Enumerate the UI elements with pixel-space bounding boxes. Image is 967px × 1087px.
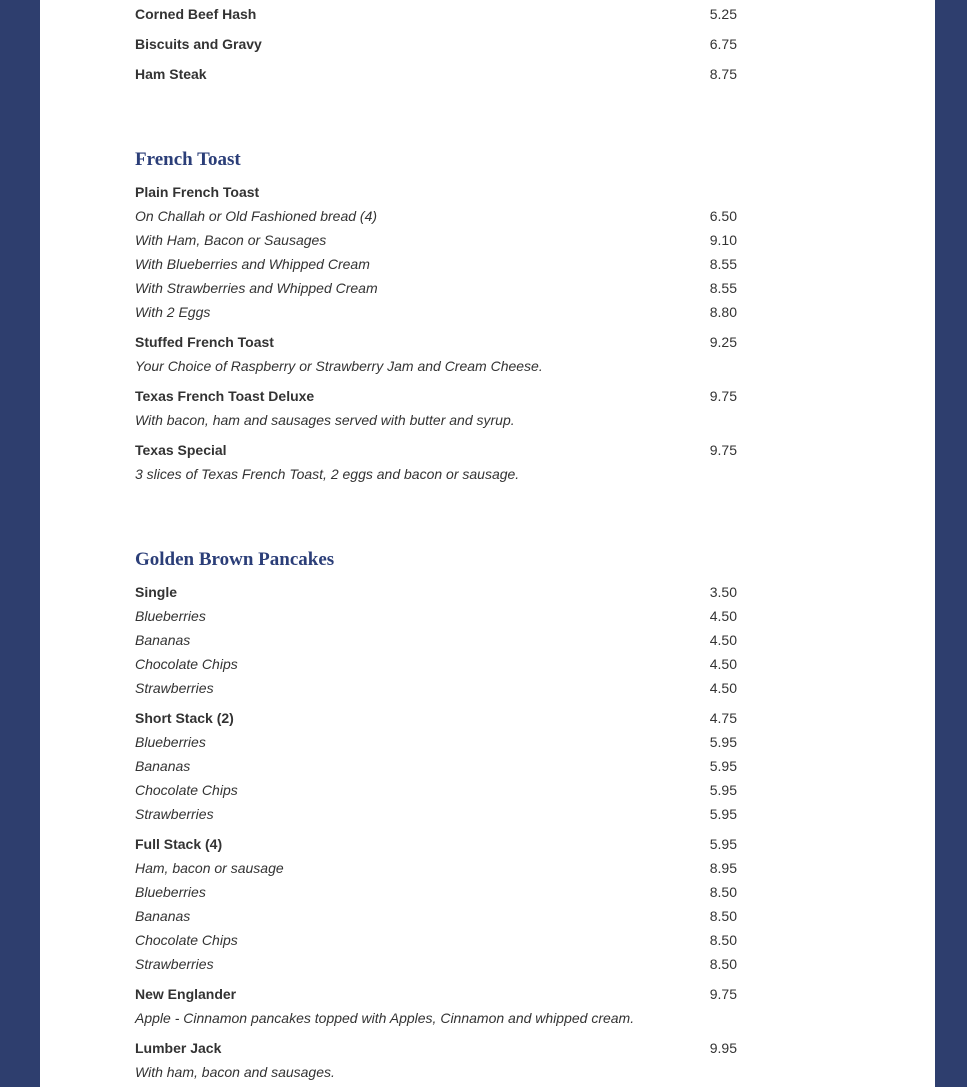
- section-title: Golden Brown Pancakes: [135, 549, 335, 570]
- item-description: With Strawberries and Whipped Cream: [135, 280, 378, 296]
- menu-item: [135, 2, 935, 26]
- item-description: Chocolate Chips: [135, 656, 238, 672]
- menu-variant-row: [135, 676, 737, 700]
- section-title: French Toast: [135, 149, 241, 170]
- item-price: 9.95: [709, 1040, 737, 1056]
- item-description: Blueberries: [135, 734, 206, 750]
- menu-variant-row: [135, 730, 737, 754]
- item-price: 5.95: [709, 782, 737, 798]
- menu-variant-row: [135, 652, 737, 676]
- menu-item: [135, 62, 935, 86]
- menu-item-row: [135, 580, 737, 604]
- menu-variant-row: [135, 604, 737, 628]
- menu-item-row: [135, 438, 737, 462]
- menu-variant-row: [135, 778, 737, 802]
- item-name: Single: [135, 584, 178, 600]
- menu-item: [135, 832, 935, 976]
- menu-item-row: [135, 62, 737, 86]
- item-price: 8.95: [709, 860, 737, 876]
- item-name: Stuffed French Toast: [135, 334, 274, 350]
- item-description: Strawberries: [135, 680, 214, 696]
- item-price: 9.25: [709, 334, 737, 350]
- menu-variant-row: [135, 952, 737, 976]
- item-description: With 2 Eggs: [135, 304, 211, 320]
- item-price: 9.75: [709, 442, 737, 458]
- item-price: 4.75: [709, 710, 737, 726]
- menu-item: [135, 982, 935, 1030]
- menu-item-row: [135, 180, 737, 204]
- item-name: Biscuits and Gravy: [135, 36, 262, 52]
- item-price: 4.50: [709, 632, 737, 648]
- menu-content: [40, 0, 935, 1087]
- item-name: New Englander: [135, 986, 237, 1002]
- item-price: 9.75: [709, 388, 737, 404]
- menu-section: [135, 148, 935, 486]
- item-price: 5.95: [709, 734, 737, 750]
- item-description: Bananas: [135, 908, 191, 924]
- menu-item: [135, 706, 935, 826]
- item-description: Your Choice of Raspberry or Strawberry Jam and Cream Cheese.: [135, 358, 543, 374]
- item-description: On Challah or Old Fashioned bread (4): [135, 208, 378, 224]
- menu-variant-row: [135, 228, 737, 252]
- item-price: 9.75: [709, 986, 737, 1002]
- item-description: With ham, bacon and sausages.: [135, 1064, 335, 1080]
- item-description: 3 slices of Texas French Toast, 2 eggs and bacon or sausage.: [135, 466, 520, 482]
- menu-section: [135, 0, 935, 86]
- item-price: 3.50: [709, 584, 737, 600]
- item-description: Chocolate Chips: [135, 782, 238, 798]
- menu-item-row: [135, 32, 737, 56]
- item-price: 6.75: [709, 36, 737, 52]
- item-description: Blueberries: [135, 884, 206, 900]
- item-name: Ham Steak: [135, 66, 207, 82]
- item-price: 6.50: [709, 208, 737, 224]
- menu-variant-row: [135, 1060, 737, 1084]
- item-price: 8.50: [709, 908, 737, 924]
- item-price: 4.50: [709, 680, 737, 696]
- item-description: Bananas: [135, 758, 191, 774]
- menu-item-row: [135, 2, 737, 26]
- item-price: 8.55: [709, 280, 737, 296]
- menu-variant-row: [135, 754, 737, 778]
- menu-variant-row: [135, 880, 737, 904]
- item-name: Texas French Toast Deluxe: [135, 388, 315, 404]
- item-description: With Blueberries and Whipped Cream: [135, 256, 370, 272]
- menu-item: [135, 384, 935, 432]
- menu-item-row: [135, 706, 737, 730]
- item-price: 8.75: [709, 66, 737, 82]
- item-description: Ham, bacon or sausage: [135, 860, 284, 876]
- item-description: With Ham, Bacon or Sausages: [135, 232, 327, 248]
- item-description: Blueberries: [135, 608, 206, 624]
- item-price: 4.50: [709, 608, 737, 624]
- menu-variant-row: [135, 408, 737, 432]
- item-name: Lumber Jack: [135, 1040, 222, 1056]
- menu-section: [135, 548, 935, 1084]
- menu-variant-row: [135, 354, 737, 378]
- menu-item: [135, 1036, 935, 1084]
- item-description: Bananas: [135, 632, 191, 648]
- item-price: 8.55: [709, 256, 737, 272]
- item-name: Texas Special: [135, 442, 227, 458]
- item-description: Strawberries: [135, 806, 214, 822]
- menu-item: [135, 32, 935, 56]
- menu-variant-row: [135, 928, 737, 952]
- item-price: 8.50: [709, 956, 737, 972]
- menu-item-row: [135, 384, 737, 408]
- menu-variant-row: [135, 904, 737, 928]
- menu-variant-row: [135, 1006, 737, 1030]
- item-price: 5.95: [709, 836, 737, 852]
- item-price: 8.50: [709, 884, 737, 900]
- item-description: Chocolate Chips: [135, 932, 238, 948]
- menu-item-row: [135, 832, 737, 856]
- item-price: 8.50: [709, 932, 737, 948]
- menu-variant-row: [135, 628, 737, 652]
- item-price: 9.10: [709, 232, 737, 248]
- menu-item: [135, 438, 935, 486]
- menu-variant-row: [135, 802, 737, 826]
- menu-item: [135, 330, 935, 378]
- item-name: Corned Beef Hash: [135, 6, 257, 22]
- item-price: 4.50: [709, 656, 737, 672]
- item-price: 5.95: [709, 758, 737, 774]
- left-border-strip: [0, 0, 40, 1087]
- item-description: Apple - Cinnamon pancakes topped with Apples, Cinnamon and whipped cream.: [135, 1010, 635, 1026]
- menu-variant-row: [135, 300, 737, 324]
- item-name: Full Stack (4): [135, 836, 223, 852]
- item-description: With bacon, ham and sausages served with butter and syrup.: [135, 412, 515, 428]
- menu-variant-row: [135, 252, 737, 276]
- item-price: 8.80: [709, 304, 737, 320]
- menu-item-row: [135, 982, 737, 1006]
- menu-item: [135, 180, 935, 324]
- menu-item-row: [135, 1036, 737, 1060]
- menu-variant-row: [135, 462, 737, 486]
- menu-variant-row: [135, 204, 737, 228]
- item-price: 5.95: [709, 806, 737, 822]
- menu-item-row: [135, 330, 737, 354]
- item-name: Short Stack (2): [135, 710, 234, 726]
- right-border-strip: [935, 0, 967, 1087]
- menu-variant-row: [135, 276, 737, 300]
- menu-variant-row: [135, 856, 737, 880]
- item-name: Plain French Toast: [135, 184, 260, 200]
- item-description: Strawberries: [135, 956, 214, 972]
- item-price: 5.25: [709, 6, 737, 22]
- menu-item: [135, 580, 935, 700]
